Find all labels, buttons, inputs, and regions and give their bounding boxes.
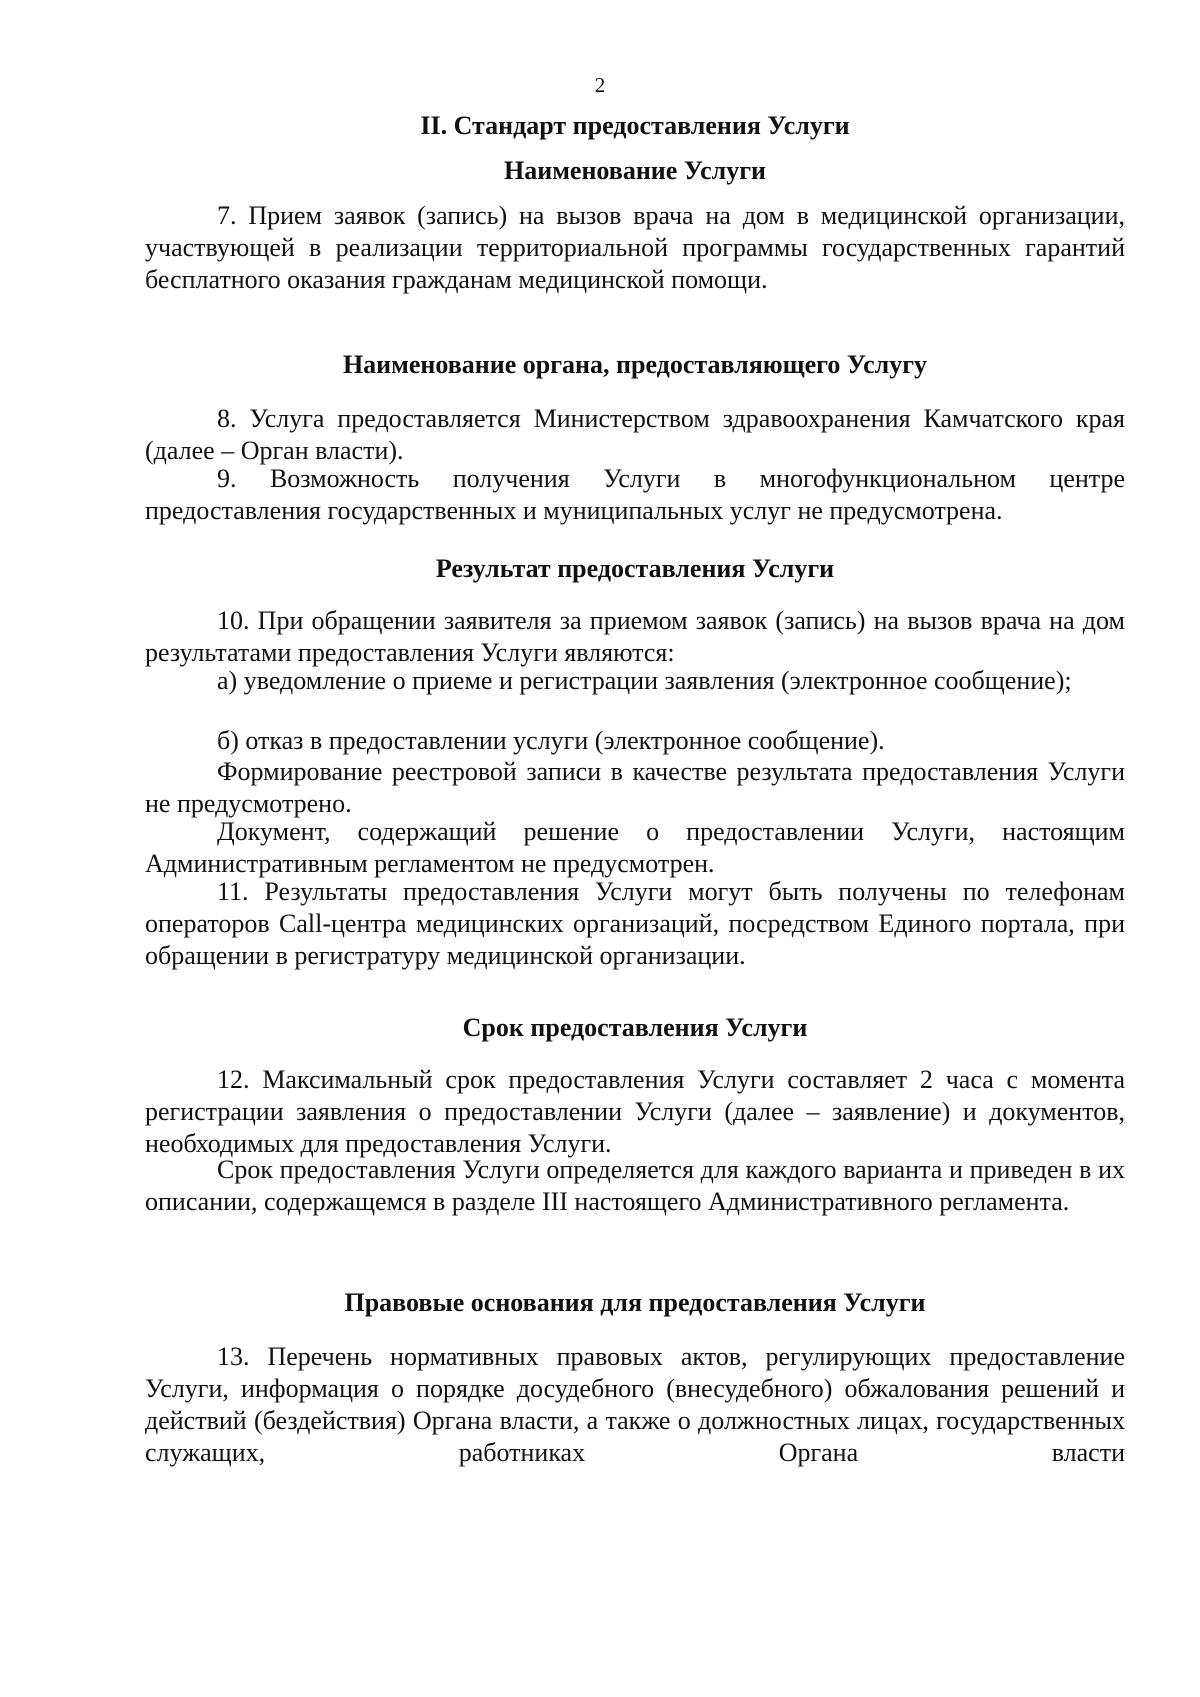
page-number: 2 (594, 73, 606, 97)
authority-heading: Наименование органа, предоставляющего Услугу (342, 350, 928, 379)
legal-heading: Правовые основания для предоставления Услуги (344, 1288, 926, 1317)
paragraph-13: 13. Перечень нормативных правовых актов, регулирующих предоставление Услуги, информация о порядке досудебного (внесудебного) обжалования решений и действий (бездействия) Органа власти, а также о должностных лицах, государственных служащих, работниках Органа власти (145, 1342, 1125, 1467)
paragraph-8: 8. Услуга предоставляется Министерством здравоохранения Камчатского края (далее – Орган власти). (145, 404, 1125, 465)
paragraph-10d: Документ, содержащий решение о предоставлении Услуги, настоящим Административным регламентом не предусмотрен. (145, 817, 1125, 878)
paragraph-9: 9. Возможность получения Услуги в многофункциональном центре предоставления государственных и муниципальных услуг не предусмотрена. (145, 464, 1125, 525)
term-heading: Срок предоставления Услуги (462, 1013, 808, 1042)
paragraph-10b: б) отказ в предоставлении услуги (электронное сообщение). (217, 726, 885, 755)
paragraph-10a: а) уведомление о приеме и регистрации заявления (электронное сообщение); (217, 666, 1072, 695)
section-heading: II. Стандарт предоставления Услуги (420, 111, 850, 140)
paragraph-11: 11. Результаты предоставления Услуги могут быть получены по телефонам операторов Call-центра медицинских организаций, посредством Единого портала, при обращении в регистратуру медицинской организации. (145, 877, 1125, 970)
paragraph-10: 10. При обращении заявителя за приемом заявок (запись) на вызов врача на дом результатами предоставления Услуги являются: (145, 606, 1125, 667)
service-name-heading: Наименование Услуги (503, 156, 767, 185)
result-heading: Результат предоставления Услуги (435, 554, 835, 583)
paragraph-12: 12. Максимальный срок предоставления Услуги составляет 2 часа с момента регистрации заявления о предоставлении Услуги (далее – заявление) и документов, необходимых для предоставления Услуги. (145, 1065, 1125, 1158)
paragraph-10c: Формирование реестровой записи в качестве результата предоставления Услуги не предусмотрено. (145, 757, 1125, 818)
paragraph-12b: Срок предоставления Услуги определяется для каждого варианта и приведен в их описании, содержащемся в разделе III настоящего Административного регламента. (145, 1155, 1125, 1216)
paragraph-7: 7. Прием заявок (запись) на вызов врача на дом в медицинской организации, участвующей в реализации территориальной программы государственных гарантий бесплатного оказания гражданам медицинской помощи. (145, 201, 1125, 294)
